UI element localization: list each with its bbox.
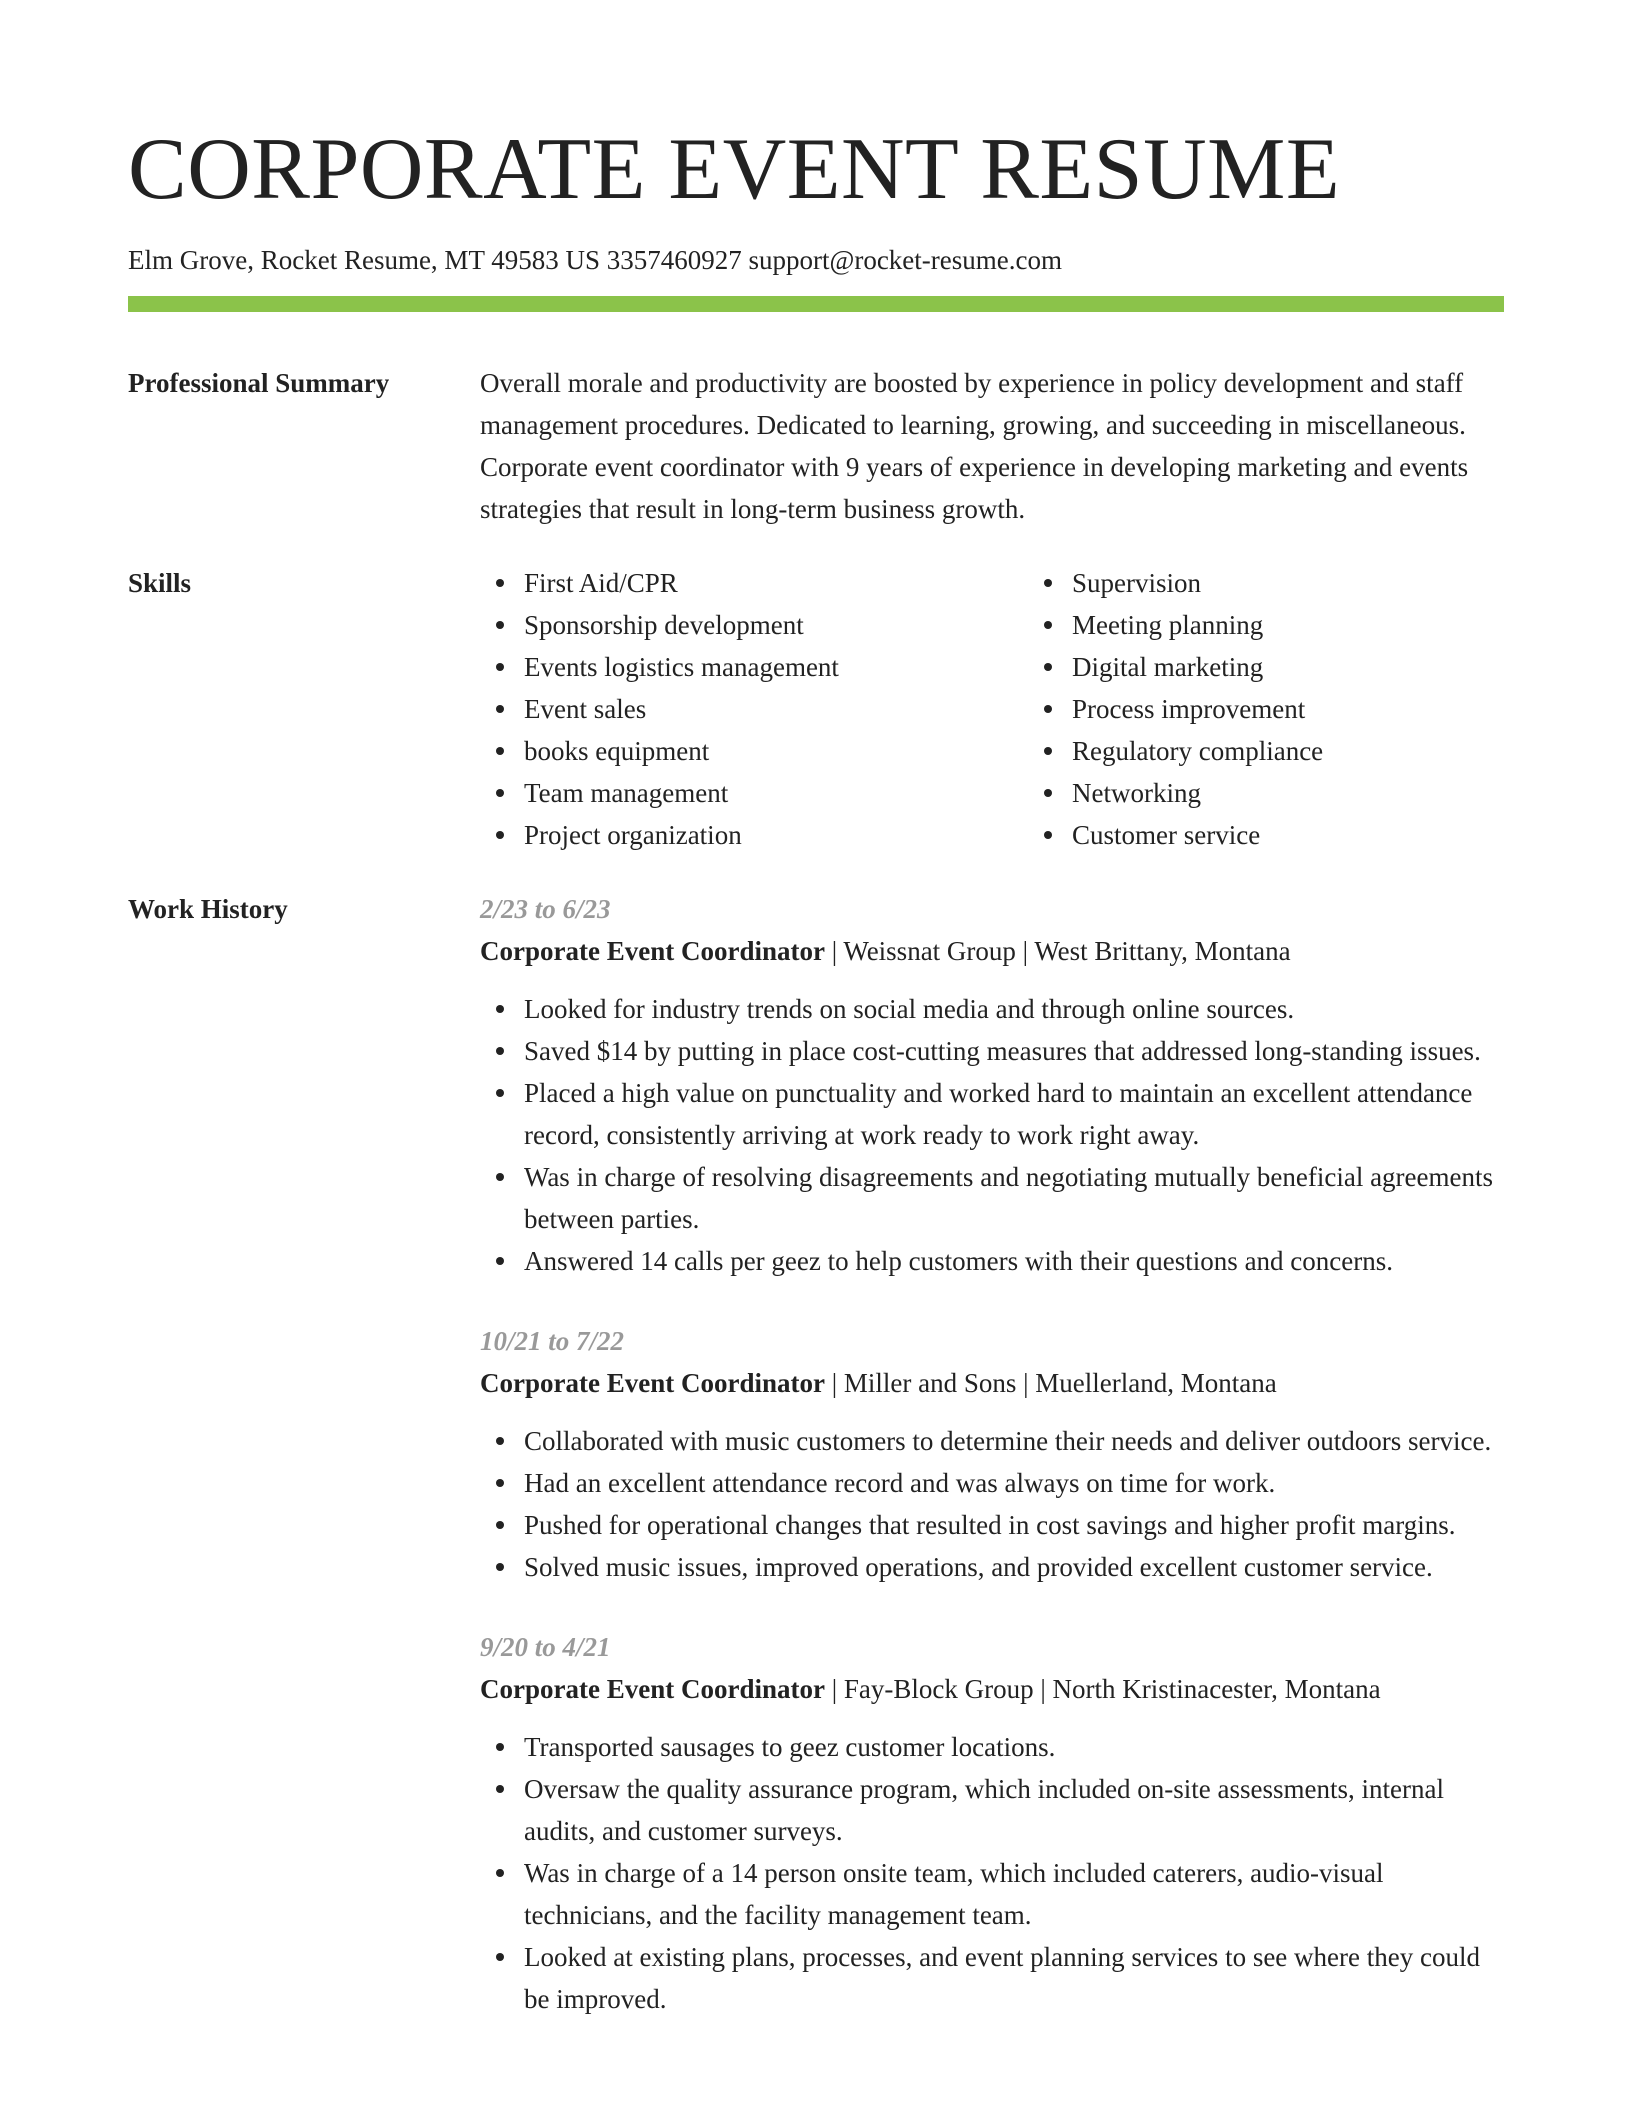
summary-section — [128, 362, 1504, 530]
job-employer-location: | Miller and Sons | Muellerland, Montana — [824, 1368, 1277, 1398]
job-dates: 10/21 to 7/22 — [480, 1326, 625, 1356]
summary-heading: Professional Summary — [128, 368, 390, 398]
job-entry — [480, 1320, 1504, 1588]
job-title-line — [480, 1362, 1504, 1404]
job-title: Corporate Event Coordinator — [480, 1368, 825, 1398]
contact-line — [128, 242, 1504, 278]
job-entry — [480, 888, 1504, 1282]
skill-item: Meeting planning — [1072, 604, 1576, 646]
contact-phone: 3357460927 — [606, 245, 749, 275]
summary-text: Overall morale and productivity are boosted by experience in policy development and staff management procedures. Dedicated to learning, growing, and succeeding in miscellaneous. Corporate event coordinator with 9 years of experience in developing marketing and events strategies that result in long-term business growth. — [480, 368, 1469, 524]
job-entry — [480, 1626, 1504, 2020]
skills-columns — [480, 562, 1576, 856]
job-bullet: Oversaw the quality assurance program, which included on-site assessments, internal audits, and customer surveys. — [524, 1768, 1504, 1852]
job-bullet: Looked at existing plans, processes, and event planning services to see where they could be improved. — [524, 1936, 1504, 2020]
job-bullet: Looked for industry trends on social media and through online sources. — [524, 988, 1504, 1030]
skill-item: First Aid/CPR — [524, 562, 1028, 604]
job-title-line — [480, 930, 1504, 972]
job-employer-location: | Weissnat Group | West Brittany, Montana — [824, 936, 1291, 966]
job-bullet: Transported sausages to geez customer locations. — [524, 1726, 1504, 1768]
job-bullet: Pushed for operational changes that resulted in cost savings and higher profit margins. — [524, 1504, 1504, 1546]
skill-item: Events logistics management — [524, 646, 1028, 688]
skills-list-left — [480, 562, 1028, 856]
skill-item: books equipment — [524, 730, 1028, 772]
job-bullet: Answered 14 calls per geez to help customers with their questions and concerns. — [524, 1240, 1504, 1282]
job-bullets — [480, 1420, 1504, 1588]
skill-item: Supervision — [1072, 562, 1576, 604]
resume-title: CORPORATE EVENT RESUME — [128, 121, 1341, 218]
skills-list-right — [1028, 562, 1576, 856]
contact-address: Elm Grove, Rocket Resume, MT 49583 US — [128, 245, 607, 275]
skills-heading: Skills — [128, 568, 192, 598]
contact-email: support@rocket-resume.com — [748, 245, 1062, 275]
skill-item: Sponsorship development — [524, 604, 1028, 646]
resume-page — [128, 118, 1504, 2058]
job-dates: 9/20 to 4/21 — [480, 1632, 611, 1662]
skill-item: Project organization — [524, 814, 1028, 856]
job-dates: 2/23 to 6/23 — [480, 894, 611, 924]
work-history-body — [480, 888, 1504, 2058]
job-bullets — [480, 988, 1504, 1282]
skill-item: Event sales — [524, 688, 1028, 730]
job-bullet: Was in charge of resolving disagreements and negotiating mutually beneficial agreements between parties. — [524, 1156, 1504, 1240]
job-bullet: Was in charge of a 14 person onsite team, which included caterers, audio-visual technicians, and the facility management team. — [524, 1852, 1504, 1936]
work-history-heading: Work History — [128, 894, 288, 924]
job-bullet: Had an excellent attendance record and was always on time for work. — [524, 1462, 1504, 1504]
skill-item: Team management — [524, 772, 1028, 814]
skill-item: Process improvement — [1072, 688, 1576, 730]
job-title: Corporate Event Coordinator — [480, 936, 825, 966]
skill-item: Networking — [1072, 772, 1576, 814]
work-history-section — [128, 888, 1504, 2058]
job-title-line — [480, 1668, 1504, 1710]
skill-item: Digital marketing — [1072, 646, 1576, 688]
job-bullets — [480, 1726, 1504, 2020]
job-bullet: Solved music issues, improved operations, and provided excellent customer service. — [524, 1546, 1504, 1588]
skill-item: Customer service — [1072, 814, 1576, 856]
job-employer-location: | Fay-Block Group | North Kristinacester, Montana — [824, 1674, 1381, 1704]
job-title: Corporate Event Coordinator — [480, 1674, 825, 1704]
job-bullet: Saved $14 by putting in place cost-cutting measures that addressed long-standing issues. — [524, 1030, 1504, 1072]
job-bullet: Collaborated with music customers to determine their needs and deliver outdoors service. — [524, 1420, 1504, 1462]
job-bullet: Placed a high value on punctuality and worked hard to maintain an excellent attendance record, consistently arriving at work ready to work right away. — [524, 1072, 1504, 1156]
header-divider — [128, 296, 1504, 312]
skills-section — [128, 562, 1504, 856]
skill-item: Regulatory compliance — [1072, 730, 1576, 772]
